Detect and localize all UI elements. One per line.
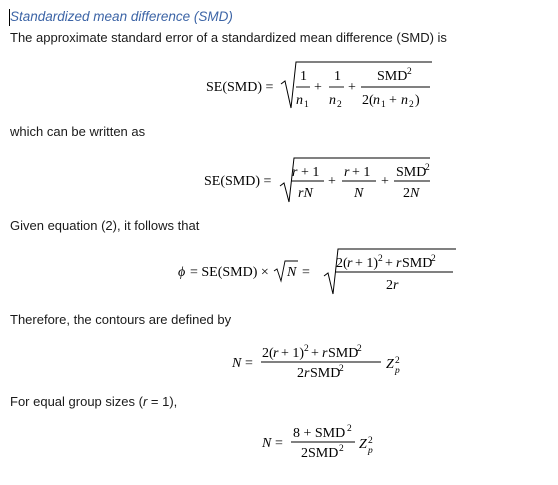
paragraph-equal-groups: For equal group sizes (r = 1),: [10, 394, 178, 409]
svg-text:r: r: [396, 256, 402, 271]
svg-text:2(: 2(: [362, 93, 374, 108]
svg-text:2: 2: [297, 366, 304, 381]
svg-text:8 + SMD: 8 + SMD: [293, 426, 346, 441]
svg-text:2: 2: [431, 254, 436, 264]
svg-text:2: 2: [337, 100, 342, 110]
paragraph-intro: The approximate standard error of a standardized mean difference (SMD) is: [10, 30, 447, 45]
svg-text:p: p: [395, 366, 400, 376]
svg-text:r: r: [304, 366, 310, 381]
svg-text:1: 1: [334, 69, 341, 84]
equation-se-smd-ratio: [200, 152, 440, 208]
svg-text:2: 2: [395, 356, 400, 366]
equation-phi: [170, 244, 460, 300]
svg-text:=: =: [275, 436, 283, 451]
svg-text:N: N: [287, 265, 297, 280]
svg-text:+: +: [385, 256, 393, 271]
svg-text:2(: 2(: [262, 346, 274, 361]
svg-text:+ 1: + 1: [352, 165, 371, 180]
svg-text:1: 1: [381, 100, 386, 110]
svg-text:r: r: [273, 346, 279, 361]
svg-text:+: +: [314, 80, 322, 95]
svg-text:+: +: [348, 80, 356, 95]
svg-text:SMD: SMD: [377, 69, 408, 84]
section-heading: Standardized mean difference (SMD): [10, 9, 233, 24]
svg-text:2: 2: [403, 186, 410, 201]
svg-text:Z: Z: [386, 357, 394, 372]
svg-text:+: +: [389, 93, 397, 108]
svg-text:p: p: [368, 446, 373, 456]
svg-text:SE(SMD) =: SE(SMD) =: [204, 174, 272, 189]
svg-text:n: n: [329, 93, 336, 108]
svg-text:+ 1): + 1): [281, 346, 305, 361]
svg-text:=: =: [302, 265, 310, 280]
paragraph-rewrite: which can be written as: [10, 124, 146, 139]
svg-text:n: n: [296, 93, 303, 108]
svg-text:r: r: [393, 278, 399, 293]
svg-text:SMD: SMD: [396, 165, 427, 180]
svg-text:= SE(SMD) ×: = SE(SMD) ×: [190, 265, 269, 280]
svg-text:r: r: [347, 256, 353, 271]
equation-se-smd: [200, 56, 440, 116]
svg-text:rN: rN: [298, 186, 313, 201]
svg-text:+: +: [381, 174, 389, 189]
svg-text:2: 2: [407, 67, 412, 77]
svg-text:2: 2: [378, 254, 383, 264]
equation-n-equal: [255, 420, 395, 466]
svg-text:Z: Z: [359, 437, 367, 452]
svg-text:r: r: [292, 165, 298, 180]
svg-text:+ 1: + 1: [301, 165, 320, 180]
svg-text:N: N: [354, 186, 364, 201]
paragraph-contours: Therefore, the contours are defined by: [10, 312, 232, 327]
svg-text:2: 2: [425, 163, 430, 173]
svg-text:1: 1: [304, 100, 309, 110]
svg-text:n: n: [401, 93, 408, 108]
svg-text:2: 2: [409, 100, 414, 110]
svg-text:SMD: SMD: [310, 366, 341, 381]
svg-text:+: +: [328, 174, 336, 189]
svg-text:N: N: [232, 356, 242, 371]
svg-text:1: 1: [300, 69, 307, 84]
svg-text:r: r: [322, 346, 328, 361]
svg-text:2: 2: [347, 424, 352, 434]
svg-text:2: 2: [339, 444, 344, 454]
svg-text:2: 2: [368, 436, 373, 446]
svg-text:SMD: SMD: [328, 346, 359, 361]
equation-n-contours: [225, 338, 425, 388]
svg-text:2: 2: [339, 364, 344, 374]
svg-text:2SMD: 2SMD: [301, 446, 339, 461]
svg-text:ϕ: ϕ: [178, 265, 186, 280]
svg-text:SMD: SMD: [402, 256, 433, 271]
svg-text:): ): [415, 93, 420, 108]
svg-text:N: N: [262, 436, 272, 451]
svg-text:N: N: [410, 186, 420, 201]
svg-text:2: 2: [357, 344, 362, 354]
svg-text:2: 2: [386, 278, 393, 293]
svg-text:+: +: [311, 346, 319, 361]
svg-text:+ 1): + 1): [355, 256, 379, 271]
svg-text:r: r: [344, 165, 350, 180]
svg-text:=: =: [245, 356, 253, 371]
svg-text:n: n: [373, 93, 380, 108]
paragraph-given: Given equation (2), it follows that: [10, 218, 200, 233]
svg-text:2: 2: [304, 344, 309, 354]
svg-text:2(: 2(: [336, 256, 348, 271]
svg-text:SE(SMD) =: SE(SMD) =: [206, 80, 274, 95]
